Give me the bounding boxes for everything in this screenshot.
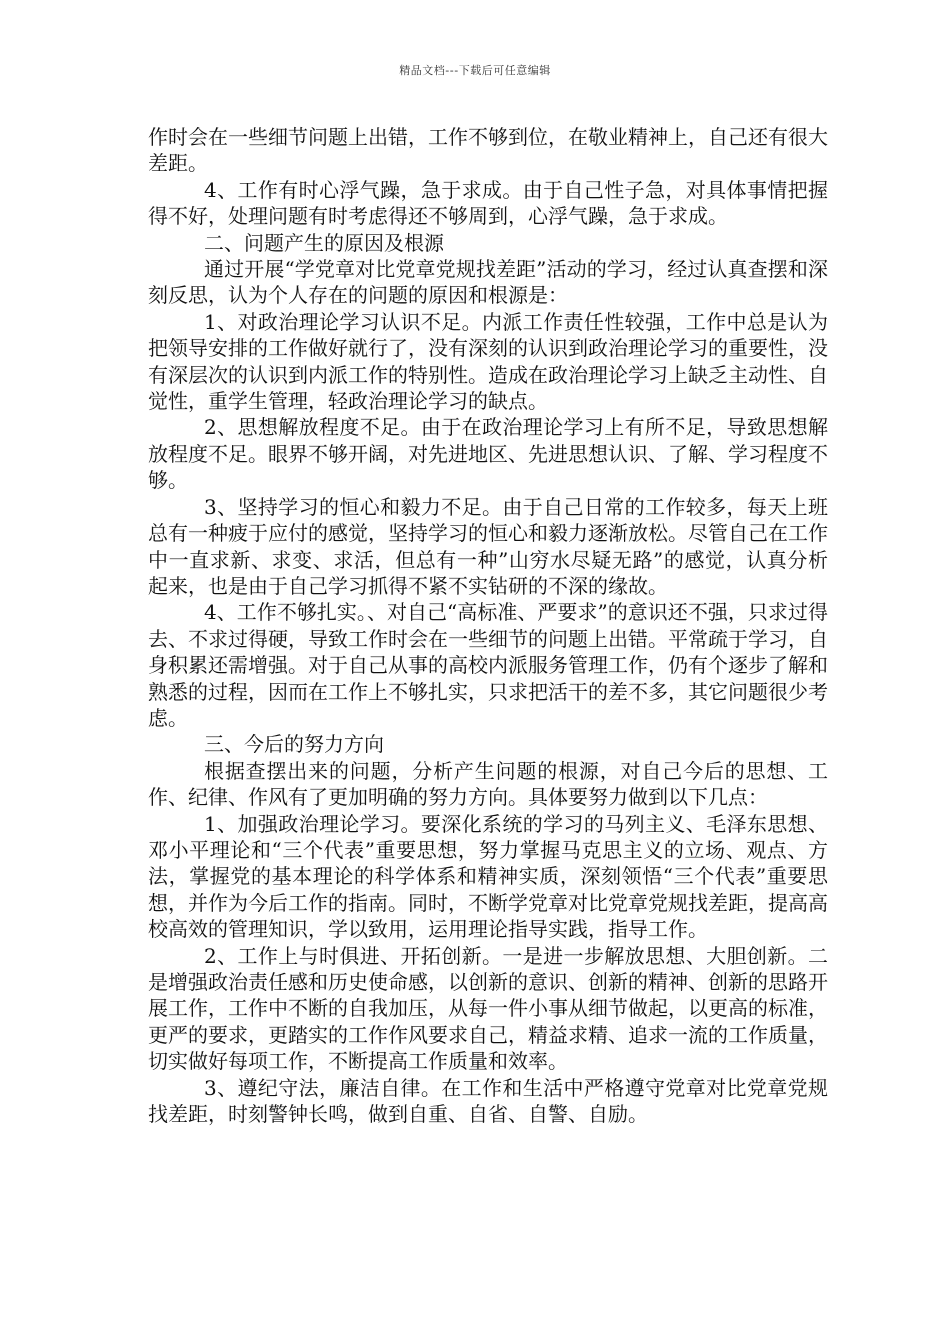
- paragraph: 通过开展“学党章对比党章党规找差距”活动的学习，经过认真查摆和深刻反思，认为个人存在的问题的原因和根源是：: [148, 257, 828, 308]
- paragraph: 3、遵纪守法，廉洁自律。在工作和生活中严格遵守党章对比党章党规找差距，时刻警钟长鸣，做到自重、自省、自警、自励。: [148, 1075, 828, 1127]
- paragraph: 3、坚持学习的恒心和毅力不足。由于自己日常的工作较多，每天上班总有一种疲于应付的感觉，坚持学习的恒心和毅力逐渐放松。尽管自己在工作中一直求新、求变、求活，但总有一种”山穷水尽疑无路”的感觉，认真分析起来，也是由于自己学习抓得不紧不实钻研的不深的缘故。: [148, 494, 828, 598]
- paragraph: 4、工作不够扎实。、对自己“高标准、严要求”的意识还不强，只求过得去、不求过得硬，导致工作时会在一些细节的问题上出错。平常疏于学习，自身积累还需增强。对于自己从事的高校内派服务管理工作，仍有个逐步了解和熟悉的过程，因而在工作上不够扎实，只求把活干的差不多，其它问题很少考虑。: [148, 600, 828, 730]
- document-body: [148, 124, 828, 1127]
- section-heading: 三、今后的努力方向: [204, 732, 384, 757]
- paragraph: 4、工作有时心浮气躁，急于求成。由于自己性子急，对具体事情把握得不好，处理问题有时考虑得还不够周到，心浮气躁，急于求成。: [148, 177, 828, 229]
- paragraph: 1、对政治理论学习认识不足。内派工作责任性较强，工作中总是认为把领导安排的工作做好就行了，没有深刻的认识到政治理论学习的重要性，没有深层次的认识到内派工作的特别性。造成在政治理论学习上缺乏主动性、自觉性，重学生管理，轻政治理论学习的缺点。: [148, 309, 828, 414]
- section-heading: 二、问题产生的原因及根源: [204, 230, 444, 255]
- page-header: 精品文档---下载后可任意编辑: [399, 64, 551, 77]
- paragraph: 2、思想解放程度不足。由于在政治理论学习上有所不足，导致思想解放程度不足。眼界不够开阔，对先进地区、先进思想认识、了解、学习程度不够。: [148, 415, 828, 493]
- paragraph: 1、加强政治理论学习。要深化系统的学习的马列主义、毛泽东思想、邓小平理论和“三个代表”重要思想，努力掌握马克思主义的立场、观点、方法，掌握党的基本理论的科学体系和精神实质，深刻领悟“三个代表”重要思想，并作为今后工作的指南。同时，不断学党章对比党章党规找差距，提高高校高效的管理知识，学以致用，运用理论指导实践，指导工作。: [148, 811, 828, 942]
- paragraph: 2、工作上与时俱进、开拓创新。一是进一步解放思想、大胆创新。二是增强政治责任感和历史使命感，以创新的意识、创新的精神、创新的思路开展工作，工作中不断的自我加压，从每一件小事从细节做起，以更高的标准，更严的要求，更踏实的工作作风要求自己，精益求精、追求一流的工作质量，切实做好每项工作，不断提高工作质量和效率。: [148, 943, 828, 1074]
- paragraph: 作时会在一些细节问题上出错，工作不够到位，在敬业精神上，自己还有很大差距。: [148, 125, 828, 176]
- paragraph: 根据查摆出来的问题，分析产生问题的根源，对自己今后的思想、工作、纪律、作风有了更加明确的努力方向。具体要努力做到以下几点：: [148, 758, 828, 810]
